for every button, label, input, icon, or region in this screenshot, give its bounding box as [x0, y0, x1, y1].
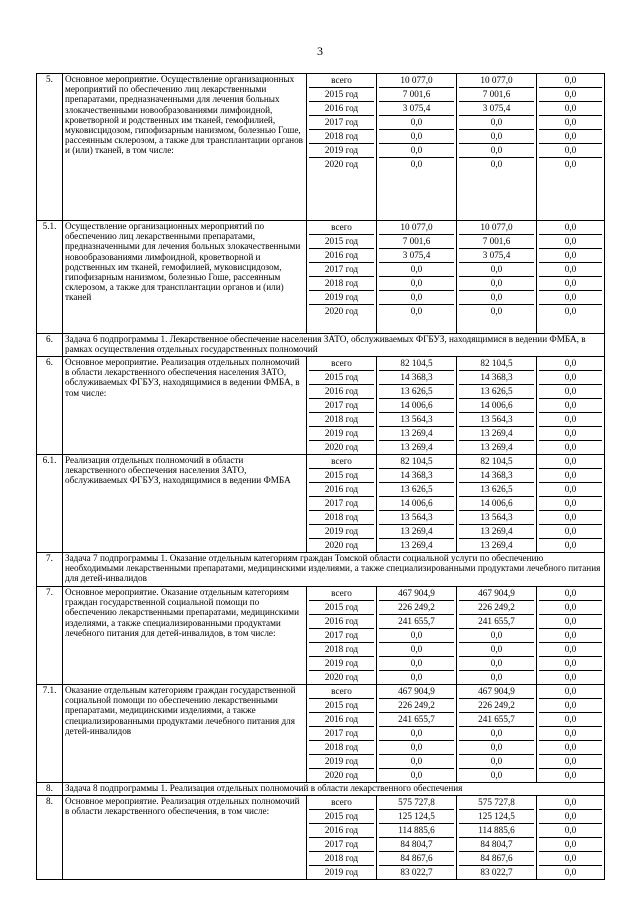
other-amount-cell: 0,0	[539, 304, 602, 318]
budget-amount-cell: 0,0	[459, 740, 534, 754]
budget-amount-cell: 13 269,4	[459, 538, 534, 552]
task-description: Задача 7 подпрограммы 1. Оказание отдельным категориям граждан Томской области социальной услуги по обеспечению необходимыми лекарственными препаратами, медицинскими изделиями, а также специализированными продуктами лечебного питания для детей-инвалидов	[63, 553, 605, 587]
budget-amount-cell: 0,0	[459, 157, 534, 171]
year-cell: 2015 год	[309, 809, 374, 823]
budget-amount-column	[457, 74, 537, 221]
year-cell: 2016 год	[309, 248, 374, 262]
event-description: Основное мероприятие. Реализация отдельных полномочий в области лекарственного обеспечения, в том числе:	[63, 796, 307, 880]
year-cell: 2018 год	[309, 129, 374, 143]
other-amount-cell: 0,0	[539, 143, 602, 157]
budget-amount-cell: 82 104,5	[480, 358, 513, 368]
budget-amount-cell: 0,0	[459, 670, 534, 684]
budget-amount-cell: 10 077,0	[480, 222, 513, 232]
other-amount-cell: 0,0	[539, 600, 602, 614]
total-amount-cell: 3 075,4	[379, 101, 454, 115]
total-amount-cell: 226 249,2	[379, 698, 454, 712]
year-cell: 2016 год	[309, 614, 374, 628]
other-amount-column	[537, 587, 605, 685]
budget-amount-cell: 0,0	[459, 628, 534, 642]
year-cell: 2016 год	[309, 712, 374, 726]
budget-amount-cell: 0,0	[459, 726, 534, 740]
budget-amount-column	[457, 685, 537, 783]
year-cell: 2019 год	[309, 865, 374, 879]
year-cell: 2020 год	[309, 440, 374, 454]
total-amount-cell: 0,0	[379, 670, 454, 684]
budget-amount-cell: 13 269,4	[459, 524, 534, 538]
budget-amount-cell: 14 368,3	[459, 370, 534, 384]
year-column	[307, 587, 377, 685]
year-column	[307, 685, 377, 783]
other-amount-cell: 0,0	[539, 823, 602, 837]
year-cell: 2017 год	[309, 398, 374, 412]
other-amount-cell: 0,0	[539, 276, 602, 290]
total-amount-cell: 84 804,7	[379, 837, 454, 851]
year-cell: 2016 год	[309, 101, 374, 115]
budget-amount-cell: 0,0	[459, 642, 534, 656]
year-cell: 2015 год	[309, 600, 374, 614]
other-amount-cell: 0,0	[539, 468, 602, 482]
task-row	[37, 783, 605, 796]
other-amount-cell: 0,0	[539, 809, 602, 823]
total-amount-cell: 0,0	[379, 115, 454, 129]
total-amount-column	[377, 357, 457, 455]
total-amount-cell: 14 368,3	[379, 370, 454, 384]
year-cell: 2019 год	[309, 656, 374, 670]
other-amount-cell: 0,0	[539, 740, 602, 754]
total-amount-cell: 114 885,6	[379, 823, 454, 837]
year-cell: всего	[331, 358, 352, 368]
total-amount-cell: 0,0	[379, 768, 454, 782]
other-amount-cell: 0,0	[539, 538, 602, 552]
budget-amount-cell: 575 727,8	[478, 797, 515, 807]
other-amount-cell: 0,0	[539, 642, 602, 656]
other-amount-cell: 0,0	[564, 588, 577, 598]
other-amount-cell: 0,0	[539, 712, 602, 726]
budget-amount-cell: 0,0	[459, 143, 534, 157]
other-amount-cell: 0,0	[539, 698, 602, 712]
other-amount-cell: 0,0	[564, 75, 577, 85]
year-cell: 2020 год	[309, 670, 374, 684]
total-amount-cell: 82 104,5	[400, 358, 433, 368]
budget-amount-cell: 0,0	[459, 290, 534, 304]
year-cell: 2017 год	[309, 628, 374, 642]
event-description: Основное мероприятие. Осуществление организационных мероприятий по обеспечению лиц лекарственными препаратами, предназначенными для лечения больных злокачественными новообразованиями лимфоидной, кроветворной и родственных им тканей, гемофилией, муковисцидозом, гипофизарным нанизмом, болезнью Гоше, рассеянным склерозом, а также для трансплантации органов и (или) тканей, в том числе:	[63, 74, 307, 221]
other-amount-cell: 0,0	[539, 670, 602, 684]
total-amount-cell: 7 001,6	[379, 87, 454, 101]
other-amount-cell: 0,0	[539, 656, 602, 670]
year-cell: всего	[331, 588, 352, 598]
year-cell: 2018 год	[309, 412, 374, 426]
budget-amount-cell: 241 655,7	[459, 712, 534, 726]
total-amount-cell: 13 269,4	[379, 426, 454, 440]
budget-amount-cell: 0,0	[459, 304, 534, 318]
budget-amount-cell: 0,0	[459, 768, 534, 782]
total-amount-cell: 0,0	[379, 262, 454, 276]
other-amount-cell: 0,0	[539, 628, 602, 642]
other-amount-cell: 0,0	[564, 456, 577, 466]
other-amount-cell: 0,0	[539, 248, 602, 262]
other-amount-cell: 0,0	[539, 412, 602, 426]
budget-amount-cell: 0,0	[459, 754, 534, 768]
budget-amount-cell: 0,0	[459, 656, 534, 670]
other-amount-cell: 0,0	[539, 262, 602, 276]
other-amount-column	[537, 455, 605, 553]
year-column	[307, 74, 377, 221]
year-cell: 2018 год	[309, 851, 374, 865]
budget-amount-cell: 14 006,6	[459, 398, 534, 412]
row-number: 7.	[37, 587, 63, 685]
row-number: 8.	[37, 783, 63, 796]
year-cell: 2018 год	[309, 276, 374, 290]
other-amount-column	[537, 357, 605, 455]
total-amount-column	[377, 796, 457, 880]
year-cell: 2016 год	[309, 823, 374, 837]
year-column	[307, 796, 377, 880]
total-amount-cell: 83 022,7	[379, 865, 454, 879]
budget-amount-cell: 13 564,3	[459, 412, 534, 426]
total-amount-column	[377, 455, 457, 553]
other-amount-cell: 0,0	[539, 370, 602, 384]
task-description: Задача 8 подпрограммы 1. Реализация отдельных полномочий в области лекарственного обеспечения	[63, 783, 605, 796]
year-cell: 2017 год	[309, 837, 374, 851]
total-amount-cell: 0,0	[379, 157, 454, 171]
year-column	[307, 455, 377, 553]
other-amount-cell: 0,0	[539, 157, 602, 171]
total-amount-cell: 10 077,0	[400, 75, 433, 85]
other-amount-cell: 0,0	[539, 87, 602, 101]
other-amount-cell: 0,0	[564, 797, 577, 807]
total-amount-cell: 0,0	[379, 276, 454, 290]
year-cell: 2020 год	[309, 768, 374, 782]
budget-table	[36, 73, 605, 880]
event-description: Оказание отдельным категориям граждан государственной социальной помощи по обеспечению лекарственными препаратами, медицинскими изделиями, а также специализированными продуктами лечебного питания для детей-инвалидов	[63, 685, 307, 783]
other-amount-cell: 0,0	[539, 290, 602, 304]
total-amount-cell: 467 904,9	[398, 588, 435, 598]
year-cell: всего	[331, 456, 352, 466]
other-amount-cell: 0,0	[539, 865, 602, 879]
other-amount-cell: 0,0	[539, 440, 602, 454]
total-amount-cell: 0,0	[379, 304, 454, 318]
event-description: Основное мероприятие. Реализация отдельных полномочий в области лекарственного обеспечения населения ЗАТО, обслуживаемых ФГБУЗ, находящимися в ведении ФМБА, в том числе:	[63, 357, 307, 455]
year-cell: 2018 год	[309, 740, 374, 754]
event-row	[37, 221, 605, 334]
year-cell: 2020 год	[309, 304, 374, 318]
total-amount-cell: 84 867,6	[379, 851, 454, 865]
event-description: Осуществление организационных мероприятий по обеспечению лиц лекарственными препаратами, предназначенными для лечения больных злокачественными новообразованиями лимфоидной, кроветворной и родственных им тканей, гемофилией, муковисцидозом, гипофизарным нанизмом, болезнью Гоше, рассеянным склерозом, а также для трансплантации органов и (или) тканей	[63, 221, 307, 334]
budget-amount-cell: 7 001,6	[459, 87, 534, 101]
year-cell: 2015 год	[309, 370, 374, 384]
budget-amount-cell: 114 885,6	[459, 823, 534, 837]
total-amount-cell: 125 124,5	[379, 809, 454, 823]
budget-amount-cell: 0,0	[459, 276, 534, 290]
total-amount-cell: 0,0	[379, 656, 454, 670]
total-amount-cell: 7 001,6	[379, 234, 454, 248]
total-amount-cell: 0,0	[379, 290, 454, 304]
total-amount-cell: 0,0	[379, 754, 454, 768]
page-number: 3	[317, 44, 323, 58]
other-amount-column	[537, 74, 605, 221]
year-cell: 2020 год	[309, 538, 374, 552]
total-amount-cell: 575 727,8	[398, 797, 435, 807]
total-amount-cell: 0,0	[379, 726, 454, 740]
other-amount-cell: 0,0	[539, 101, 602, 115]
row-number: 8.	[37, 796, 63, 880]
other-amount-cell: 0,0	[539, 524, 602, 538]
task-description: Задача 6 подпрограммы 1. Лекарственное обеспечение населения ЗАТО, обслуживаемых ФГБУЗ, находящимися в ведении ФМБА, в рамках осуществления отдельных государственных полномочий	[63, 334, 605, 357]
budget-amount-column	[457, 796, 537, 880]
total-amount-cell: 226 249,2	[379, 600, 454, 614]
budget-amount-cell: 14 368,3	[459, 468, 534, 482]
total-amount-cell: 0,0	[379, 628, 454, 642]
task-row	[37, 553, 605, 587]
row-number: 6.	[37, 357, 63, 455]
total-amount-cell: 3 075,4	[379, 248, 454, 262]
event-row	[37, 357, 605, 455]
row-number: 5.1.	[37, 221, 63, 334]
budget-amount-cell: 82 104,5	[480, 456, 513, 466]
year-cell: 2019 год	[309, 426, 374, 440]
budget-amount-cell: 13 626,5	[459, 384, 534, 398]
year-cell: 2016 год	[309, 384, 374, 398]
event-row	[37, 587, 605, 685]
budget-amount-cell: 241 655,7	[459, 614, 534, 628]
budget-amount-cell: 125 124,5	[459, 809, 534, 823]
budget-amount-cell: 3 075,4	[459, 248, 534, 262]
budget-amount-cell: 3 075,4	[459, 101, 534, 115]
other-amount-cell: 0,0	[539, 115, 602, 129]
event-description: Реализация отдельных полномочий в области лекарственного обеспечения населения ЗАТО, обслуживаемых ФГБУЗ, находящимися в ведении ФМБА	[63, 455, 307, 553]
budget-amount-column	[457, 455, 537, 553]
year-cell: 2017 год	[309, 726, 374, 740]
other-amount-cell: 0,0	[539, 426, 602, 440]
total-amount-cell: 14 006,6	[379, 398, 454, 412]
budget-amount-cell: 13 269,4	[459, 426, 534, 440]
budget-amount-cell: 84 804,7	[459, 837, 534, 851]
other-amount-cell: 0,0	[539, 614, 602, 628]
year-column	[307, 221, 377, 334]
other-amount-cell: 0,0	[539, 398, 602, 412]
other-amount-cell: 0,0	[539, 384, 602, 398]
other-amount-cell: 0,0	[539, 482, 602, 496]
year-cell: 2020 год	[309, 157, 374, 171]
budget-amount-cell: 0,0	[459, 262, 534, 276]
total-amount-cell: 14 006,6	[379, 496, 454, 510]
budget-amount-cell: 10 077,0	[480, 75, 513, 85]
year-column	[307, 357, 377, 455]
total-amount-column	[377, 685, 457, 783]
other-amount-cell: 0,0	[539, 510, 602, 524]
total-amount-cell: 14 368,3	[379, 468, 454, 482]
other-amount-column	[537, 796, 605, 880]
year-cell: 2017 год	[309, 262, 374, 276]
total-amount-cell: 13 564,3	[379, 510, 454, 524]
row-number: 6.	[37, 334, 63, 357]
event-row	[37, 685, 605, 783]
other-amount-column	[537, 221, 605, 334]
total-amount-cell: 467 904,9	[398, 686, 435, 696]
budget-amount-cell: 13 564,3	[459, 510, 534, 524]
event-row	[37, 74, 605, 221]
year-cell: 2019 год	[309, 524, 374, 538]
budget-amount-cell: 13 269,4	[459, 440, 534, 454]
other-amount-column	[537, 685, 605, 783]
other-amount-cell: 0,0	[539, 496, 602, 510]
budget-amount-column	[457, 357, 537, 455]
total-amount-cell: 13 269,4	[379, 440, 454, 454]
total-amount-column	[377, 587, 457, 685]
total-amount-cell: 241 655,7	[379, 614, 454, 628]
budget-amount-cell: 84 867,6	[459, 851, 534, 865]
budget-amount-cell: 7 001,6	[459, 234, 534, 248]
year-cell: 2018 год	[309, 510, 374, 524]
total-amount-column	[377, 74, 457, 221]
row-number: 6.1.	[37, 455, 63, 553]
total-amount-cell: 0,0	[379, 143, 454, 157]
other-amount-cell: 0,0	[539, 129, 602, 143]
year-cell: 2015 год	[309, 698, 374, 712]
total-amount-cell: 82 104,5	[400, 456, 433, 466]
budget-amount-cell: 0,0	[459, 115, 534, 129]
year-cell: 2019 год	[309, 290, 374, 304]
total-amount-cell: 0,0	[379, 642, 454, 656]
other-amount-cell: 0,0	[539, 726, 602, 740]
other-amount-cell: 0,0	[539, 768, 602, 782]
other-amount-cell: 0,0	[539, 851, 602, 865]
total-amount-cell: 13 626,5	[379, 482, 454, 496]
year-cell: 2016 год	[309, 482, 374, 496]
total-amount-cell: 0,0	[379, 740, 454, 754]
budget-amount-cell: 226 249,2	[459, 600, 534, 614]
year-cell: 2017 год	[309, 115, 374, 129]
budget-amount-cell: 467 904,9	[478, 686, 515, 696]
budget-amount-column	[457, 587, 537, 685]
year-cell: всего	[331, 222, 352, 232]
total-amount-cell: 13 564,3	[379, 412, 454, 426]
year-cell: 2015 год	[309, 87, 374, 101]
row-number: 7.	[37, 553, 63, 587]
year-cell: всего	[331, 686, 352, 696]
budget-amount-cell: 13 626,5	[459, 482, 534, 496]
total-amount-cell: 13 626,5	[379, 384, 454, 398]
total-amount-cell: 0,0	[379, 129, 454, 143]
year-cell: 2019 год	[309, 754, 374, 768]
task-row	[37, 334, 605, 357]
year-cell: всего	[331, 75, 352, 85]
budget-amount-cell: 467 904,9	[478, 588, 515, 598]
budget-amount-cell: 226 249,2	[459, 698, 534, 712]
year-cell: 2015 год	[309, 234, 374, 248]
year-cell: 2019 год	[309, 143, 374, 157]
total-amount-cell: 241 655,7	[379, 712, 454, 726]
budget-amount-cell: 83 022,7	[459, 865, 534, 879]
other-amount-cell: 0,0	[539, 837, 602, 851]
year-cell: 2018 год	[309, 642, 374, 656]
row-number: 5.	[37, 74, 63, 221]
budget-amount-cell: 14 006,6	[459, 496, 534, 510]
other-amount-cell: 0,0	[564, 222, 577, 232]
year-cell: 2017 год	[309, 496, 374, 510]
total-amount-cell: 13 269,4	[379, 524, 454, 538]
other-amount-cell: 0,0	[539, 234, 602, 248]
event-row	[37, 796, 605, 880]
budget-amount-cell: 0,0	[459, 129, 534, 143]
total-amount-cell: 13 269,4	[379, 538, 454, 552]
other-amount-cell: 0,0	[564, 358, 577, 368]
total-amount-column	[377, 221, 457, 334]
year-cell: 2015 год	[309, 468, 374, 482]
other-amount-cell: 0,0	[564, 686, 577, 696]
year-cell: всего	[331, 797, 352, 807]
event-row	[37, 455, 605, 553]
row-number: 7.1.	[37, 685, 63, 783]
other-amount-cell: 0,0	[539, 754, 602, 768]
budget-amount-column	[457, 221, 537, 334]
event-description: Основное мероприятие. Оказание отдельным категориям граждан государственной социальной помощи по обеспечению лекарственными препаратами, медицинскими изделиями, а также специализированными продуктами лечебного питания для детей-инвалидов, в том числе:	[63, 587, 307, 685]
total-amount-cell: 10 077,0	[400, 222, 433, 232]
